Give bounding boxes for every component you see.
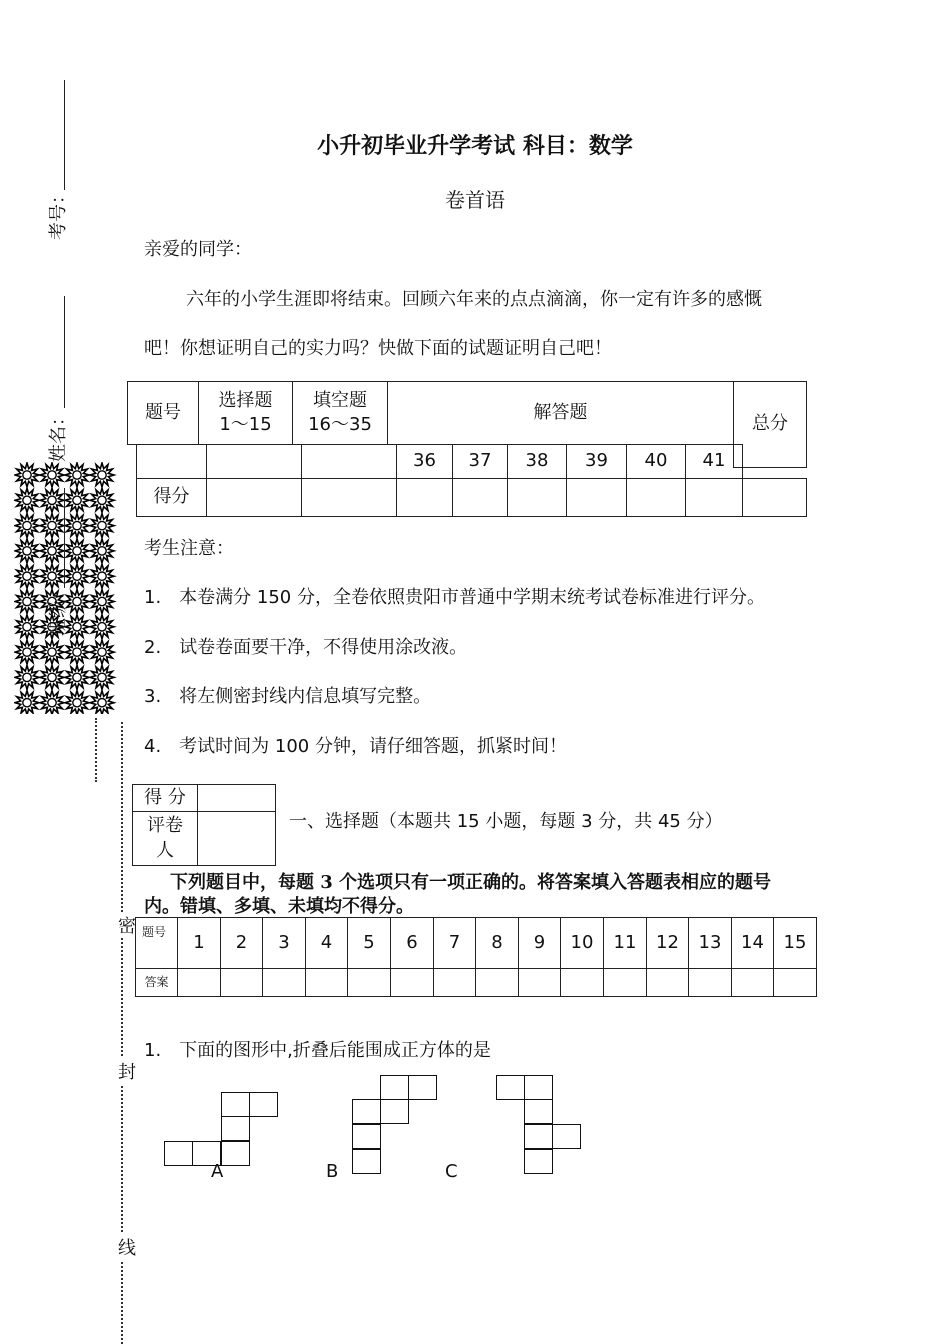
- class-field-line[interactable]: [64, 488, 65, 588]
- notice-item-2: 2. 试卷卷面要干净，不得使用涂改液。: [144, 637, 468, 658]
- answer-grid-answer-cell[interactable]: [731, 968, 774, 997]
- page-title: 小升初毕业升学考试 科目：数学: [317, 133, 633, 159]
- net-square: [380, 1099, 409, 1124]
- name-field-line[interactable]: [64, 296, 65, 408]
- choice-range: 1～15: [219, 414, 272, 435]
- notice-item-3: 3. 将左侧密封线内信息填写完整。: [144, 686, 432, 707]
- score-table-blank-cell: [301, 444, 397, 479]
- sun-star-center: [98, 673, 106, 681]
- net-square: [524, 1124, 553, 1149]
- fill-label: 填空题: [313, 389, 367, 411]
- score-input-choice[interactable]: [206, 478, 302, 517]
- net-square: [352, 1149, 381, 1174]
- answer-grid-answer-cell[interactable]: [347, 968, 391, 997]
- net-square: [552, 1124, 581, 1149]
- sun-star-center: [48, 699, 56, 707]
- answer-grid-number: 14: [731, 917, 774, 969]
- seal-char-mi: 密: [118, 912, 136, 938]
- score-table-header-answer: 解答题: [387, 381, 734, 445]
- sun-star-center: [23, 648, 31, 656]
- option-label-a: A: [211, 1161, 224, 1182]
- net-square: [496, 1075, 525, 1100]
- sun-star-center: [73, 471, 81, 479]
- score-input-37[interactable]: [452, 478, 508, 517]
- sun-star-center: [23, 623, 31, 631]
- answer-num-40: 40: [626, 444, 686, 479]
- section1-instruction-2: 内。错填、多填、未填均不得分。: [144, 896, 414, 917]
- score-input-38[interactable]: [507, 478, 567, 517]
- answer-num-36: 36: [396, 444, 453, 479]
- section1-score-input[interactable]: [197, 784, 276, 812]
- answer-grid-answer-cell[interactable]: [518, 968, 561, 997]
- answer-grid-answer-cell[interactable]: [603, 968, 647, 997]
- sun-star-center: [48, 521, 56, 529]
- score-input-fill[interactable]: [301, 478, 397, 517]
- answer-grid-number: 6: [390, 917, 434, 969]
- sun-star-center: [48, 547, 56, 555]
- sun-star-center: [73, 547, 81, 555]
- fill-range: 16～35: [308, 414, 372, 435]
- score-input-total[interactable]: [742, 478, 807, 517]
- sun-star-center: [73, 673, 81, 681]
- answer-grid-number: 12: [646, 917, 689, 969]
- answer-grid-number: 8: [475, 917, 519, 969]
- sun-star-center: [48, 648, 56, 656]
- sun-star-center: [98, 496, 106, 504]
- sun-star-center: [23, 673, 31, 681]
- sun-star-center: [23, 547, 31, 555]
- sun-star-center: [23, 572, 31, 580]
- sun-star-center: [98, 648, 106, 656]
- sun-star-center: [48, 673, 56, 681]
- sun-star-center: [48, 496, 56, 504]
- score-input-40[interactable]: [626, 478, 686, 517]
- answer-grid-answer-cell[interactable]: [433, 968, 476, 997]
- net-square: [221, 1116, 250, 1141]
- section1-instruction-1: 下列题目中，每题 3 个选项只有一项正确的。将答案填入答题表相应的题号: [170, 872, 772, 893]
- net-square: [221, 1141, 250, 1166]
- seal-dotted-line-short: [95, 718, 97, 782]
- page-subtitle: 卷首语: [445, 188, 505, 212]
- sun-star-center: [73, 572, 81, 580]
- answer-grid-number: 13: [688, 917, 732, 969]
- sun-star-center: [73, 521, 81, 529]
- sun-star-center: [98, 597, 106, 605]
- answer-grid-answer-cell[interactable]: [220, 968, 263, 997]
- sun-star-center: [98, 623, 106, 631]
- intro-line-2: 吧！你想证明自己的实力吗？快做下面的试题证明自己吧！: [144, 338, 612, 359]
- class-label: 班级：: [48, 582, 69, 636]
- answer-num-38: 38: [507, 444, 567, 479]
- sun-star-center: [98, 471, 106, 479]
- sun-star-center: [23, 699, 31, 707]
- section1-heading: 一、选择题（本题共 15 小题，每题 3 分，共 45 分）: [289, 811, 723, 832]
- net-square: [408, 1075, 437, 1100]
- answer-num-37: 37: [452, 444, 508, 479]
- name-label: 姓名：: [48, 408, 69, 462]
- question-1-text: 1. 下面的图形中,折叠后能围成正方体的是: [144, 1040, 491, 1061]
- answer-grid-ans-label: 答案: [135, 968, 178, 997]
- answer-grid-answer-cell[interactable]: [688, 968, 732, 997]
- answer-num-41: 41: [685, 444, 743, 479]
- notice-item-4: 4. 考试时间为 100 分钟，请仔细答题，抓紧时间！: [144, 736, 567, 757]
- net-square: [249, 1092, 278, 1117]
- net-square: [164, 1141, 193, 1166]
- answer-grid-answer-cell[interactable]: [646, 968, 689, 997]
- net-square: [524, 1075, 553, 1100]
- score-table-header-fill: [292, 381, 388, 445]
- exam-no-label: 考号：: [48, 186, 69, 240]
- answer-grid-number: 11: [603, 917, 647, 969]
- answer-grid-answer-cell[interactable]: [262, 968, 306, 997]
- answer-grid-number: 2: [220, 917, 263, 969]
- answer-grid-answer-cell[interactable]: [305, 968, 348, 997]
- seal-char-feng: 封: [118, 1058, 136, 1084]
- notice-item-1: 1. 本卷满分 150 分，全卷依照贵阳市普通中学期末统考试卷标准进行评分。: [144, 587, 765, 608]
- sun-star-center: [98, 521, 106, 529]
- answer-grid-number: 5: [347, 917, 391, 969]
- answer-grid-number: 3: [262, 917, 306, 969]
- choice-label: 选择题: [218, 389, 273, 411]
- sun-star-center: [48, 572, 56, 580]
- sun-star-center: [98, 699, 106, 707]
- answer-grid-answer-cell[interactable]: [560, 968, 604, 997]
- sun-star-center: [73, 496, 81, 504]
- net-square: [380, 1075, 409, 1100]
- score-table-header-choice: [198, 381, 293, 445]
- sun-star-center: [48, 471, 56, 479]
- score-input-36[interactable]: [396, 478, 453, 517]
- notice-title: 考生注意：: [144, 538, 234, 559]
- section1-grader-input[interactable]: [197, 811, 276, 866]
- net-square: [352, 1124, 381, 1149]
- sun-star-center: [23, 496, 31, 504]
- net-square: [524, 1099, 553, 1124]
- answer-grid-number: 10: [560, 917, 604, 969]
- section1-grader-label: [132, 811, 198, 866]
- answer-grid-answer-cell[interactable]: [773, 968, 817, 997]
- answer-grid-number: 4: [305, 917, 348, 969]
- score-input-39[interactable]: [566, 478, 627, 517]
- option-label-c: C: [445, 1161, 458, 1182]
- score-table-header-no: 题号: [127, 381, 199, 445]
- answer-grid-no-label: 题号: [135, 917, 178, 969]
- answer-grid-number: 9: [518, 917, 561, 969]
- sun-star-center: [98, 572, 106, 580]
- seal-char-xian: 线: [118, 1234, 136, 1260]
- answer-grid-number: 15: [773, 917, 817, 969]
- score-table-blank-cell: [136, 444, 207, 479]
- option-label-b: B: [326, 1161, 339, 1182]
- sun-star-center: [23, 597, 31, 605]
- score-input-41[interactable]: [685, 478, 743, 517]
- net-square: [352, 1099, 381, 1124]
- sun-star-center: [73, 623, 81, 631]
- section1-score-label: 得 分: [132, 784, 198, 812]
- score-row-label: 得分: [136, 478, 207, 517]
- intro-greeting: 亲爱的同学：: [144, 239, 252, 260]
- score-table-blank-cell: [206, 444, 302, 479]
- sun-star-center: [73, 597, 81, 605]
- intro-line-1: 六年的小学生涯即将结束。回顾六年来的点点滴滴，你一定有许多的感慨: [186, 289, 762, 310]
- answer-grid-answer-cell[interactable]: [390, 968, 434, 997]
- answer-grid-answer-cell[interactable]: [475, 968, 519, 997]
- grader-label-text: 评卷人: [147, 815, 183, 861]
- answer-grid-answer-cell[interactable]: [177, 968, 221, 997]
- sun-star-center: [73, 699, 81, 707]
- answer-grid-number: 1: [177, 917, 221, 969]
- answer-num-39: 39: [566, 444, 627, 479]
- net-square: [524, 1149, 553, 1174]
- answer-grid-number: 7: [433, 917, 476, 969]
- net-square: [221, 1092, 250, 1117]
- sun-star-center: [23, 521, 31, 529]
- sun-star-center: [23, 471, 31, 479]
- sun-star-center: [73, 648, 81, 656]
- score-table-header-total: 总分: [733, 381, 807, 468]
- sun-star-center: [98, 547, 106, 555]
